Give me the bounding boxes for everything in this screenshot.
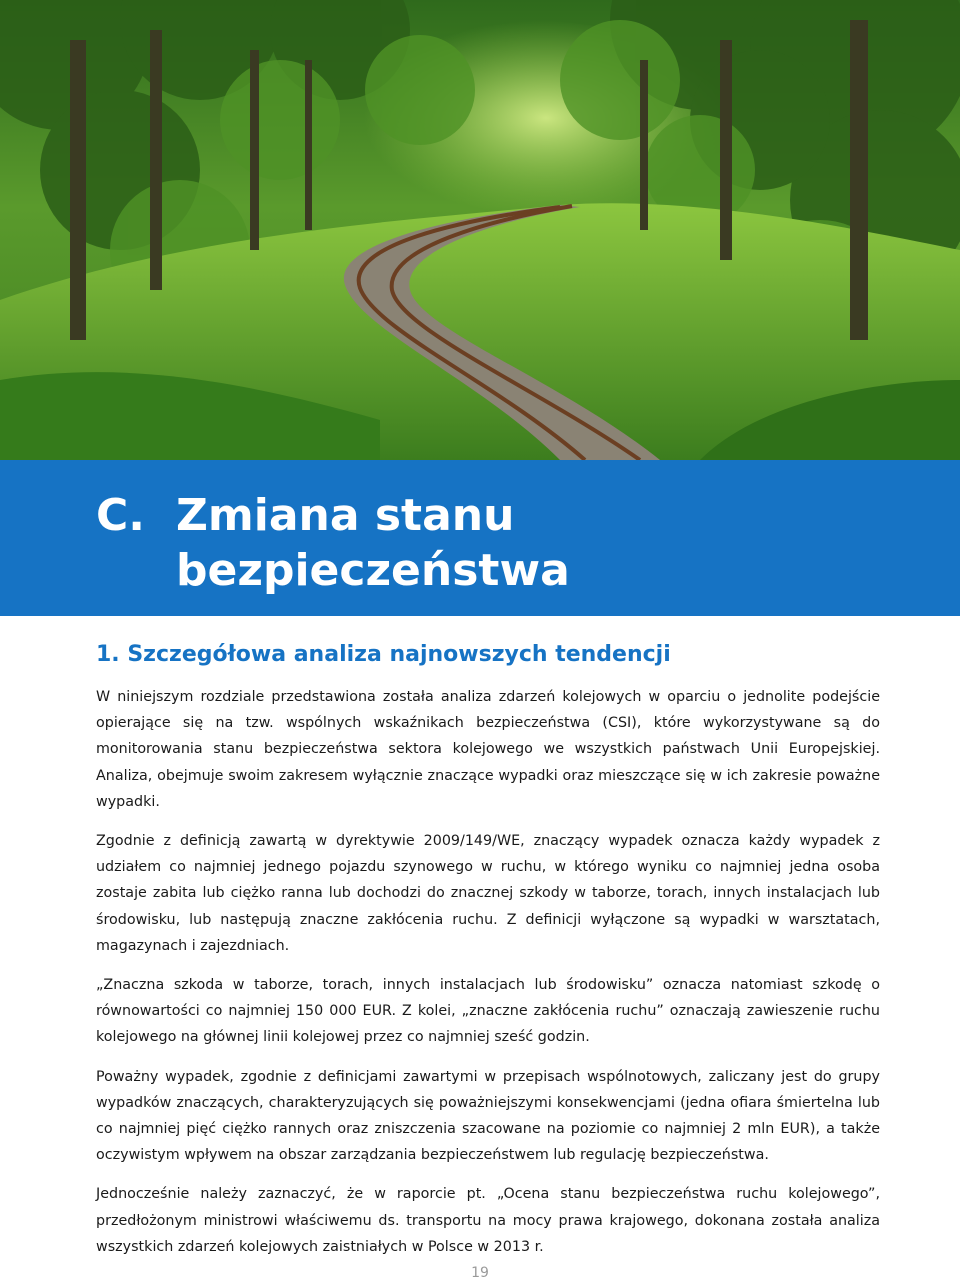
chapter-banner [0, 460, 960, 616]
body-text [96, 684, 880, 1273]
paragraph: W niniejszym rozdziale przedstawiona została analiza zdarzeń kolejowych w oparciu o jednolite podejście opierające się na tzw. wspólnych wskaźnikach bezpieczeństwa (CSI), które wykorzystywane są do monitorowania stanu bezpieczeństwa sektora kolejowego we wszystkich państwach Unii Europejskiej. Analiza, obejmuje swoim zakresem wyłącznie znaczące wypadki oraz mieszczące się w ich zakresie poważne wypadki. [96, 689, 880, 810]
chapter-letter: C. [96, 490, 146, 541]
section-heading: 1. Szczegółowa analiza najnowszych tendencji [96, 642, 671, 667]
paragraph: „Znaczna szkoda w taborze, torach, innych instalacjach lub środowisku” oznacza natomiast szkodę o równowartości co najmniej 150 000 EUR. Z kolei, „znaczne zakłócenia ruchu” oznaczają zawieszenie ruchu kolejowego na głównej linii kolejowej przez co najmniej sześć godzin. [96, 977, 880, 1046]
paragraph: Poważny wypadek, zgodnie z definicjami zawartymi w przepisach wspólnotowych, zaliczany jest do grupy wypadków znaczących, charakteryzujących się poważniejszymi konsekwencjami (jedna ofiara śmiertelna lub co najmniej pięć ciężko rannych oraz zniszczenia szacowane na poziomie co najmniej 2 mln EUR), a także oczywistym wpływem na obszar zarządzania bezpieczeństwem lub regulację bezpieczeństwa. [96, 1068, 880, 1164]
forest-railway-photo [0, 0, 960, 460]
paragraph: Zgodnie z definicją zawartą w dyrektywie 2009/149/WE, znaczący wypadek oznacza każdy wypadek z udziałem co najmniej jednego pojazdu szynowego w ruchu, w którego wyniku co najmniej jedna osoba zostaje zabita lub ciężko ranna lub dochodzi do znacznej szkody w taborze, torach, innych instalacjach lub środowisku, lub następują znaczne zakłócenia ruchu. Z definicji wyłączone są wypadki w warsztatach, magazynach i zajezdniach. [96, 833, 880, 954]
chapter-title: Zmiana stanu bezpieczeństwa [176, 490, 570, 596]
paragraph: Jednocześnie należy zaznaczyć, że w raporcie pt. „Ocena stanu bezpieczeństwa ruchu kolejowego”, przedłożonym ministrowi właściwemu ds. transportu na mocy prawa krajowego, dokonana została analiza wszystkich zdarzeń kolejowych zaistniałych w Polsce w 2013 r. [96, 1186, 880, 1255]
page-number: 19 [471, 1265, 489, 1281]
